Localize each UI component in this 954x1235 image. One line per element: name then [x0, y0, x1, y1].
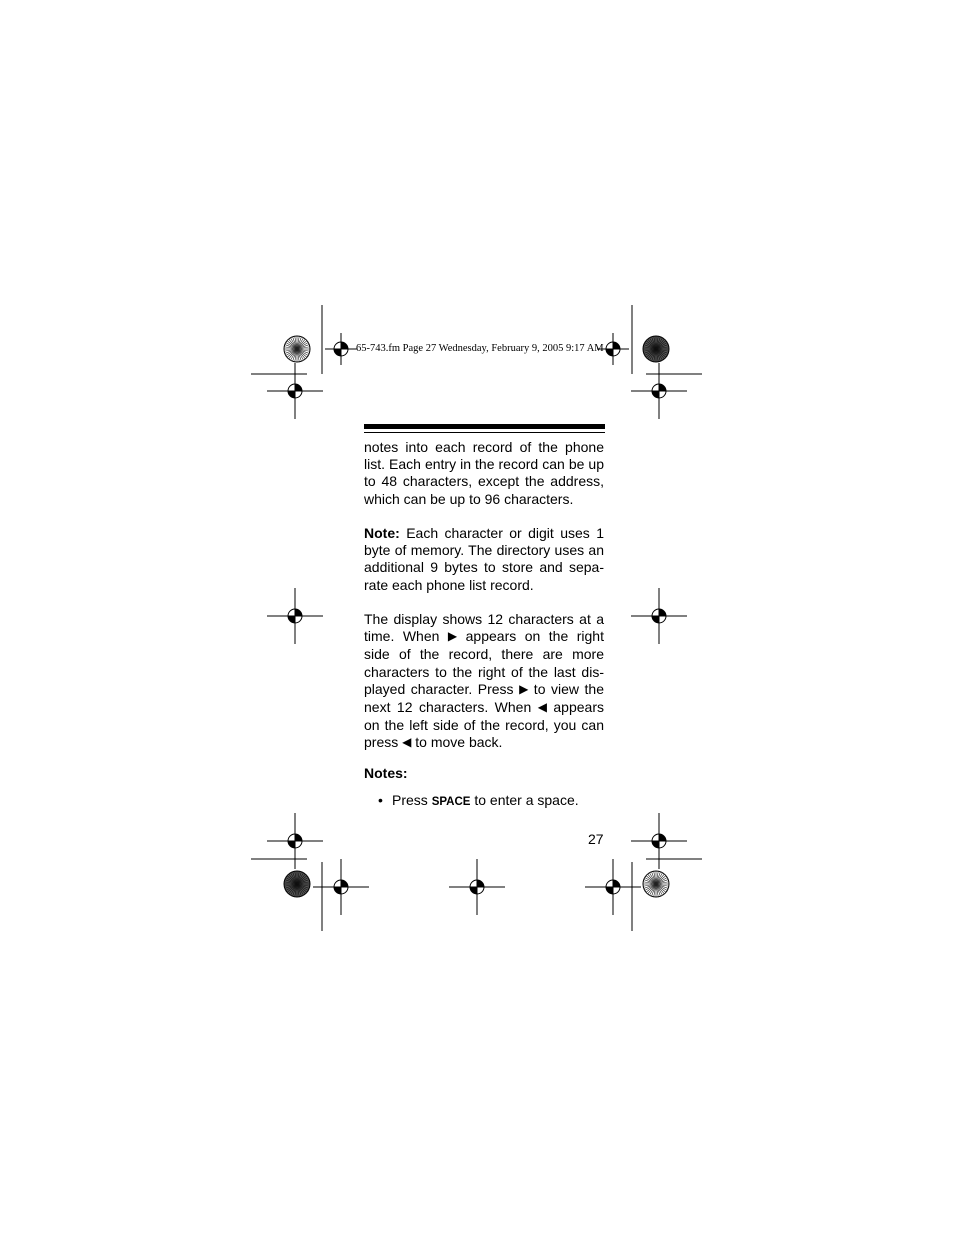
crosshair-quadrant — [652, 841, 659, 848]
text-line: characters to the right of the last dis- — [364, 663, 604, 680]
starburst-target-icon — [643, 871, 669, 897]
crosshair-quadrant — [470, 887, 477, 894]
crosshair-quadrant — [341, 342, 348, 349]
crosshair-quadrant — [606, 887, 613, 894]
crosshair-quadrant — [295, 384, 302, 391]
top-rule-thin — [364, 432, 605, 433]
crosshair-quadrant — [606, 349, 613, 356]
text-span: Press — [392, 792, 432, 808]
crosshair-quadrant — [288, 391, 295, 398]
text-line — [364, 525, 604, 542]
crosshair-quadrant — [659, 384, 666, 391]
text-line — [364, 681, 604, 699]
note-label: Note: — [364, 525, 400, 541]
left-arrow-icon: ◀ — [402, 735, 412, 750]
key-name: SPACE — [431, 796, 471, 808]
text-line: byte of memory. The directory uses an — [364, 542, 604, 559]
right-arrow-icon: ▶ — [447, 629, 458, 644]
crosshair-quadrant — [659, 834, 666, 841]
file-info-header: 65-743.fm Page 27 Wednesday, February 9, 2005 9:17 AM — [356, 343, 604, 354]
crosshair-quadrant — [659, 609, 666, 616]
crosshair-quadrant — [613, 880, 620, 887]
right-arrow-icon: ▶ — [519, 681, 529, 696]
text-line: list. Each entry in the record can be up — [364, 456, 604, 473]
text-line: rate each phone list record. — [364, 576, 534, 593]
crosshair-target-icon — [313, 859, 369, 915]
text-span: next 12 characters. When — [364, 699, 538, 716]
text-span: appears — [546, 699, 604, 716]
text-line: to 48 characters, except the address, — [364, 473, 604, 490]
crosshair-quadrant — [613, 342, 620, 349]
crosshair-target-icon — [631, 813, 687, 869]
crosshair-target-icon — [585, 859, 641, 915]
crosshair-quadrant — [334, 887, 341, 894]
starburst-target-icon — [643, 336, 669, 362]
text-span: Each character or digit uses 1 — [399, 525, 604, 541]
text-span: to view the — [528, 680, 604, 697]
crosshair-quadrant — [288, 616, 295, 623]
text-span: to move back. — [411, 734, 503, 751]
crosshair-target-icon — [631, 363, 687, 419]
list-item — [378, 792, 579, 808]
starburst-target-icon — [284, 336, 310, 362]
text-span: to enter a space. — [470, 792, 579, 808]
paragraph-note-memory — [364, 525, 604, 594]
crosshair-quadrant — [295, 834, 302, 841]
crosshair-quadrant — [334, 349, 341, 356]
crosshair-target-icon — [267, 363, 323, 419]
crosshair-quadrant — [341, 880, 348, 887]
text-line: additional 9 bytes to store and sepa- — [364, 559, 604, 576]
text-line: on the left side of the record, you can — [364, 717, 604, 734]
text-line — [364, 734, 604, 752]
text-line — [364, 628, 604, 646]
crosshair-quadrant — [288, 841, 295, 848]
crosshair-quadrant — [652, 616, 659, 623]
text-line: notes into each record of the phone — [364, 439, 604, 455]
paragraph-display-arrows — [364, 611, 604, 753]
text-span: time. When — [364, 628, 448, 645]
bullet-icon: • — [378, 792, 383, 808]
left-arrow-icon: ◀ — [537, 700, 547, 715]
text-line: The display shows 12 characters at a — [364, 611, 604, 627]
crosshair-quadrant — [295, 609, 302, 616]
crosshair-quadrant — [477, 880, 484, 887]
crosshair-target-icon — [631, 588, 687, 644]
crosshair-target-icon — [325, 333, 357, 365]
crosshair-target-icon — [267, 813, 323, 869]
page-number: 27 — [588, 831, 604, 847]
top-rule-thick — [364, 424, 605, 429]
text-span: press — [364, 734, 403, 751]
text-span: appears on the right — [457, 628, 604, 645]
crosshair-target-icon — [267, 588, 323, 644]
text-span: played character. Press — [364, 680, 520, 697]
text-line: which can be up to 96 characters. — [364, 490, 574, 507]
crosshair-quadrant — [652, 391, 659, 398]
text-line — [364, 699, 604, 717]
starburst-target-icon — [284, 871, 310, 897]
paragraph-record-entries — [364, 439, 604, 508]
notes-heading: Notes: — [364, 765, 408, 781]
crosshair-target-icon — [449, 859, 505, 915]
text-line: side of the record, there are more — [364, 646, 604, 663]
